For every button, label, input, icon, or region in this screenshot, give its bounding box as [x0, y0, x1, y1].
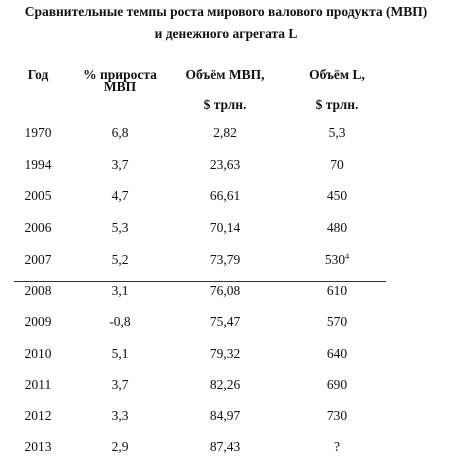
- cell-growth-value: 3,3: [111, 408, 129, 423]
- cell-l: [284, 283, 390, 299]
- cell-growth: [70, 439, 170, 455]
- cell-gdp: [172, 220, 278, 236]
- cell-year: [15, 157, 61, 173]
- cell-gdp-value: 2,82: [213, 125, 237, 140]
- cell-year-value: 2013: [24, 439, 52, 454]
- cell-gdp: [172, 252, 278, 268]
- header-l-line-2: $ трлн.: [315, 97, 359, 112]
- cell-gdp-value: 76,08: [209, 283, 241, 298]
- cell-gdp: [172, 125, 278, 141]
- cell-year-value: 2006: [24, 220, 52, 235]
- cell-growth: [70, 252, 170, 268]
- cell-year-value: 2007: [24, 252, 52, 267]
- cell-growth: [70, 377, 170, 393]
- cell-gdp-value: 75,47: [209, 314, 241, 329]
- cell-l-value: 530: [324, 252, 346, 267]
- cell-growth-value: 6,8: [111, 125, 129, 140]
- cell-year-value: 1994: [24, 157, 52, 172]
- table-title-line-1: Сравнительные темпы роста мирового валового продукта (МВП): [24, 4, 428, 19]
- cell-l-value: 450: [326, 188, 348, 203]
- cell-gdp: [172, 346, 278, 362]
- cell-year-value: 2011: [24, 377, 52, 392]
- cell-year: [15, 252, 61, 268]
- cell-year: [15, 188, 61, 204]
- cell-gdp-value: 23,63: [209, 157, 241, 172]
- cell-l-value: 640: [326, 346, 348, 361]
- cell-year: [15, 283, 61, 299]
- cell-growth: [70, 188, 170, 204]
- cell-gdp: [172, 377, 278, 393]
- cell-gdp-value: 87,43: [209, 439, 241, 454]
- cell-growth: [70, 314, 170, 330]
- cell-l-value: 5,3: [328, 125, 346, 140]
- footnote-marker: 4: [345, 252, 350, 261]
- header-gdp-line-1: Объём МВП,: [185, 67, 265, 82]
- cell-l-value: 730: [326, 408, 348, 423]
- header-growth-line-1: % прироста: [83, 67, 157, 82]
- cell-growth-value: 3,7: [111, 377, 129, 392]
- cell-gdp-value: 82,26: [209, 377, 241, 392]
- cell-growth: [70, 283, 170, 299]
- cell-growth-value: 3,1: [111, 283, 129, 298]
- header-growth-line-2: МВП: [103, 79, 137, 94]
- cell-year: [15, 314, 61, 330]
- cell-growth: [70, 220, 170, 236]
- cell-growth: [70, 125, 170, 141]
- cell-year: [15, 408, 61, 424]
- cell-l: [284, 377, 390, 393]
- header-l-line-1: Объём L,: [309, 67, 365, 82]
- cell-year: [15, 220, 61, 236]
- cell-gdp-value: 84,97: [209, 408, 241, 423]
- cell-l: [284, 439, 390, 455]
- cell-gdp: [172, 439, 278, 455]
- table-title-line-2: и денежного агрегата L: [154, 26, 298, 41]
- cell-year: [15, 377, 61, 393]
- cell-l-value: 480: [326, 220, 348, 235]
- header-gdp-line-2: $ трлн.: [203, 97, 247, 112]
- cell-l: [284, 125, 390, 141]
- cell-gdp: [172, 283, 278, 299]
- cell-year-value: 2008: [24, 283, 52, 298]
- row-divider-line: [14, 281, 386, 282]
- cell-growth-value: 2,9: [111, 439, 129, 454]
- cell-growth-value: 5,2: [111, 252, 129, 267]
- cell-l-value: 610: [326, 283, 348, 298]
- cell-growth-value: 5,1: [111, 346, 129, 361]
- cell-gdp: [172, 188, 278, 204]
- cell-l: [284, 408, 390, 424]
- cell-gdp-value: 70,14: [209, 220, 241, 235]
- cell-year-value: 1970: [24, 125, 52, 140]
- cell-l-value: 570: [326, 314, 348, 329]
- cell-growth: [70, 408, 170, 424]
- cell-year: [15, 346, 61, 362]
- cell-growth-value: -0,8: [109, 314, 131, 329]
- cell-gdp: [172, 314, 278, 330]
- cell-l: [284, 314, 390, 330]
- header-year: Год: [27, 67, 49, 82]
- cell-l: [284, 157, 390, 173]
- cell-gdp-value: 66,61: [209, 188, 241, 203]
- cell-l-value: 70: [330, 157, 344, 172]
- cell-l: [284, 346, 390, 362]
- cell-growth-value: 5,3: [111, 220, 129, 235]
- cell-year: [15, 125, 61, 141]
- cell-year-value: 2009: [24, 314, 52, 329]
- cell-year: [15, 439, 61, 455]
- cell-l-value: 690: [326, 377, 348, 392]
- cell-year-value: 2005: [24, 188, 52, 203]
- cell-year-value: 2010: [24, 346, 52, 361]
- cell-l-value: ?: [334, 439, 340, 454]
- cell-year-value: 2012: [24, 408, 52, 423]
- cell-growth: [70, 157, 170, 173]
- cell-gdp: [172, 157, 278, 173]
- cell-growth-value: 4,7: [111, 188, 129, 203]
- cell-l: [284, 220, 390, 236]
- cell-gdp: [172, 408, 278, 424]
- cell-l: [284, 252, 390, 268]
- cell-gdp-value: 79,32: [209, 346, 241, 361]
- cell-l: [284, 188, 390, 204]
- cell-gdp-value: 73,79: [209, 252, 241, 267]
- cell-growth-value: 3,7: [111, 157, 129, 172]
- cell-growth: [70, 346, 170, 362]
